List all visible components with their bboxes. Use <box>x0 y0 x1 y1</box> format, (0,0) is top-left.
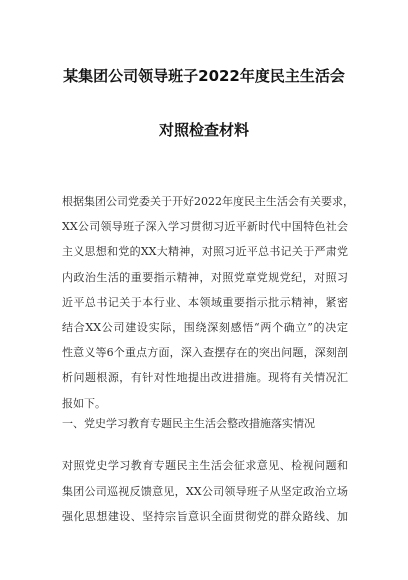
section-line-1: 对照党史学习教育专题民主生活会征求意见、检视问题和 <box>62 459 348 472</box>
intro-line-1: 根据集团公司党委关于开好2022年度民主生活会有关要求， <box>62 195 354 208</box>
intro-paragraph <box>62 195 354 422</box>
intro-line-5: 近平总书记关于本行业、本领域重要指示批示精神，紧密 <box>62 295 348 309</box>
intro-line-8: 析问题根源，有针对性地提出改进措施。现将有关情况汇 <box>62 371 348 385</box>
intro-line-6: 结合XX公司建设实际，围绕深刻感悟“两个确立”的决定 <box>62 320 348 334</box>
section-paragraph <box>62 459 348 536</box>
section-line-2: 集团公司巡视反馈意见，XX公司领导班子从坚定政治立场 <box>62 484 348 498</box>
intro-line-2: XX公司领导班子深入学习贯彻习近平新时代中国特色社会 <box>62 220 348 234</box>
intro-line-4: 内政治生活的重要指示精神，对照党章党规党纪，对照习 <box>62 270 348 284</box>
section-heading-text: 一、党史学习教育专题民主生活会整改措施落实情况 <box>62 417 315 430</box>
document-title: 某集团公司领导班子2022年度民主生活会 <box>63 67 345 85</box>
section-line-3: 强化思想建设、坚持宗旨意识全面贯彻党的群众路线、加 <box>62 510 348 523</box>
intro-line-3: 主义思想和党的XX大精神，对照习近平总书记关于严肃党 <box>62 245 348 259</box>
document-subtitle: 对照检查材料 <box>158 121 249 139</box>
section-heading <box>62 417 362 431</box>
intro-line-9: 报如下。 <box>62 396 106 410</box>
intro-line-7: 性意义等6个重点方面，深入查摆存在的突出问题，深刻剖 <box>62 346 348 360</box>
